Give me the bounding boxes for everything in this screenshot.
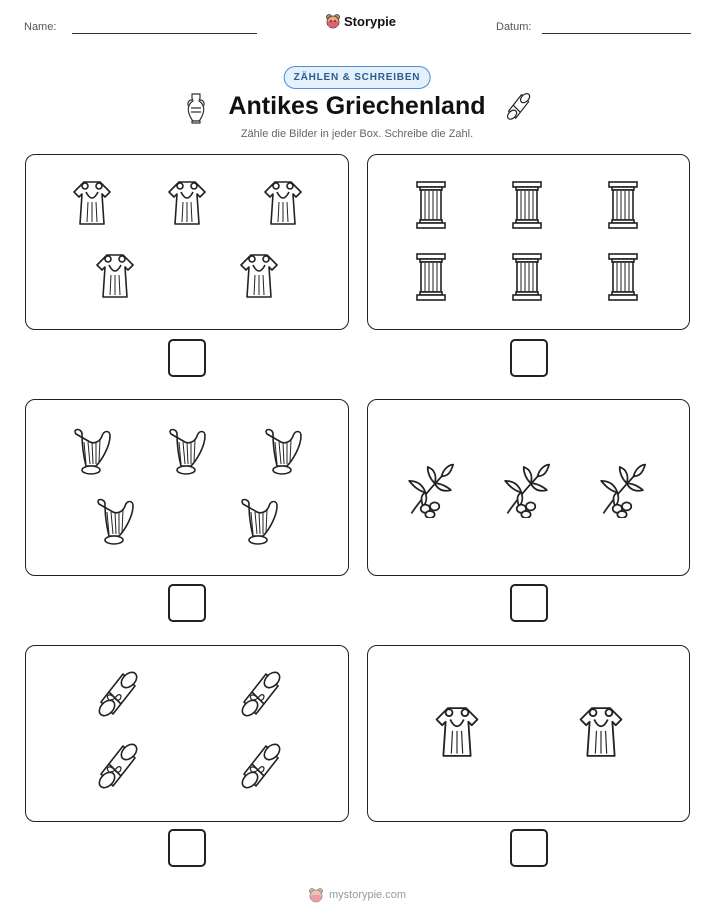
counting-box-6	[367, 645, 690, 822]
answer-box-5[interactable]	[168, 829, 206, 867]
footer-url[interactable]: mystorypie.com	[328, 889, 407, 901]
counting-box-1	[25, 154, 349, 330]
name-label: Name:	[24, 21, 57, 33]
page-title: Antikes Griechenland	[228, 92, 486, 120]
tunic-icon	[70, 178, 114, 228]
counting-box-4	[367, 399, 690, 576]
column-icon	[601, 180, 645, 230]
lyre-icon	[93, 496, 137, 546]
date-label: Datum:	[496, 21, 532, 33]
lyre-icon	[237, 496, 281, 546]
counting-box-5	[25, 645, 349, 822]
counting-box-3	[25, 399, 349, 576]
tunic-icon	[237, 251, 281, 301]
brand-name: Storypie	[344, 13, 397, 29]
instructions: Zähle die Bilder in jeder Box. Schreibe die Zahl.	[240, 128, 474, 140]
olive-branch-icon	[404, 460, 456, 518]
answer-box-1[interactable]	[168, 339, 206, 377]
storypie-logo	[325, 13, 396, 29]
tunic-icon	[261, 178, 305, 228]
bear-mascot-icon	[325, 13, 341, 29]
category-pill: ZÄHLEN & SCHREIBEN	[284, 66, 431, 89]
answer-box-4[interactable]	[510, 584, 548, 622]
answer-box-2[interactable]	[510, 339, 548, 377]
counting-box-2	[367, 154, 690, 330]
answer-box-6[interactable]	[510, 829, 548, 867]
tunic-icon	[576, 702, 626, 762]
lyre-icon	[165, 426, 209, 476]
footer	[0, 887, 714, 903]
olive-branch-icon	[500, 460, 552, 518]
scroll-icon	[505, 92, 531, 122]
column-icon	[505, 180, 549, 230]
olive-branch-icon	[596, 460, 648, 518]
column-icon	[409, 252, 453, 302]
name-field[interactable]	[72, 33, 257, 34]
lyre-icon	[70, 426, 114, 476]
column-icon	[505, 252, 549, 302]
column-icon	[409, 180, 453, 230]
tunic-icon	[165, 178, 209, 228]
scroll-icon	[238, 670, 282, 720]
scroll-icon	[238, 742, 282, 792]
tunic-icon	[93, 251, 137, 301]
scroll-icon	[95, 670, 139, 720]
answer-box-3[interactable]	[168, 584, 206, 622]
tunic-icon	[432, 702, 482, 762]
column-icon	[601, 252, 645, 302]
scroll-icon	[95, 742, 139, 792]
lyre-icon	[261, 426, 305, 476]
date-field[interactable]	[542, 33, 691, 34]
bear-mascot-icon	[308, 887, 324, 903]
